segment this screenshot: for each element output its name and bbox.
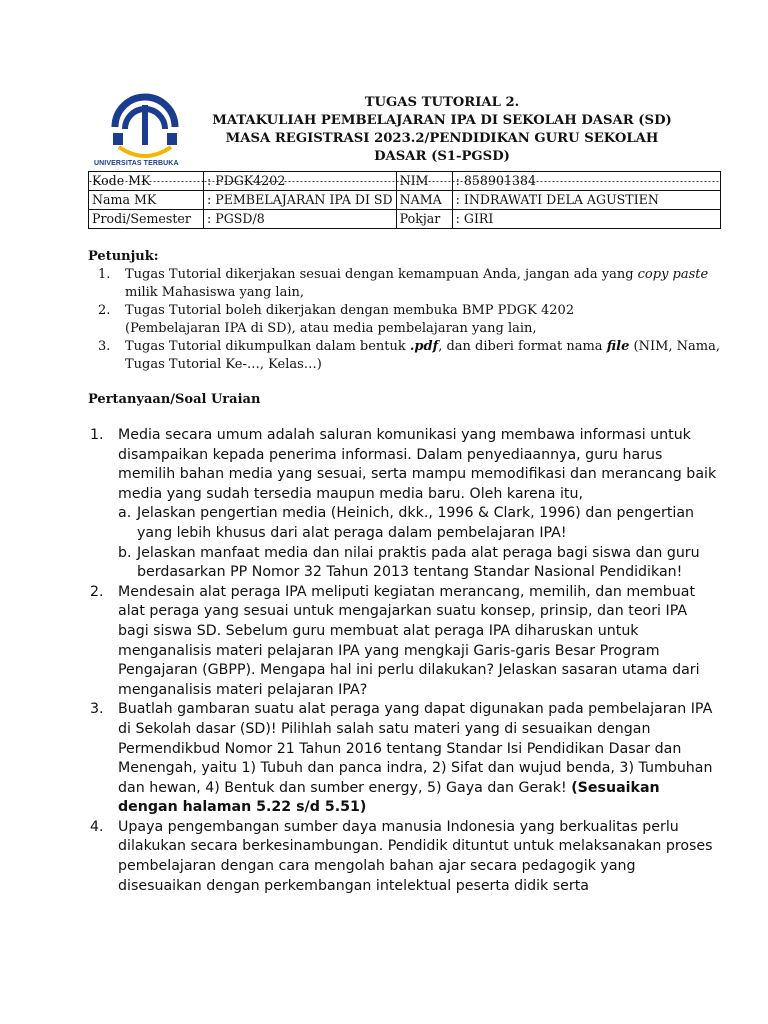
label-cell: NAMA bbox=[396, 191, 452, 210]
sub-question-letter: b. bbox=[118, 544, 132, 561]
question-number: 3. bbox=[90, 701, 104, 718]
question-2 bbox=[88, 583, 718, 701]
item-text: Tugas Tutorial dikumpulkan dalam bentuk bbox=[125, 339, 410, 354]
value-cell: : INDRAWATI DELA AGUSTIEN bbox=[452, 191, 720, 210]
question-number: 2. bbox=[90, 583, 104, 600]
item-number: 3. bbox=[98, 339, 111, 354]
sub-question-a bbox=[118, 504, 718, 543]
instructions-list bbox=[88, 266, 728, 374]
question-3 bbox=[88, 700, 718, 818]
info-table bbox=[88, 171, 721, 229]
list-item bbox=[88, 302, 728, 338]
logo-yellow-arc bbox=[119, 147, 171, 156]
logo-right-bar bbox=[167, 133, 177, 145]
question-4 bbox=[88, 818, 718, 896]
value-cell: : GIRI bbox=[452, 210, 720, 229]
label-cell: Kode MK bbox=[89, 172, 204, 191]
logo-left-bar bbox=[113, 133, 123, 145]
question-text: Upaya pengembangan sumber daya manusia Indonesia yang berkualitas perlu dilakukan secara berkesinambungan. Pendidik dituntut untuk melaksanakan proses pembelajaran dengan cara mengolah bahan ajar secara pedagogik yang disesuaikan dengan perkembangan intelektual peserta didik serta bbox=[118, 818, 713, 894]
header-line-1: TUGAS TUTORIAL 2. bbox=[364, 95, 520, 110]
item-number: 1. bbox=[98, 267, 111, 282]
item-text: , dan diberi format nama bbox=[438, 339, 607, 354]
value-cell: : PEMBELAJARAN IPA DI SD bbox=[204, 191, 397, 210]
sub-question-b bbox=[118, 544, 718, 583]
item-text-line-2: (Pembelajaran IPA di SD), atau media pembelajaran yang lain, bbox=[125, 321, 537, 336]
question-text: Media secara umum adalah saluran komunikasi yang membawa informasi untuk disampaikan kepada penerima informasi. Dalam penyediaannya, guru harus memilih bahan media yang sesuai, serta mampu memodifikasi dan merancang baik media yang sudah tersedia maupun media baru. Oleh karena itu, bbox=[118, 427, 717, 502]
label-cell: Pokjar bbox=[396, 210, 452, 229]
item-text: (NIM, Nama, Tugas Tutorial Ke-…, Kelas…) bbox=[125, 339, 720, 372]
header-line-2: MATAKULIAH PEMBELAJARAN IPA DI SEKOLAH DASAR (SD) bbox=[212, 113, 672, 128]
question-text: Buatlah gambaran suatu alat peraga yang dapat digunakan pada pembelajaran IPA di Sekolah dasar (SD)! Pilihlah salah satu materi yang di sesuaikan dengan Permendikbud Nomor 21 Tahun 2016 tentang Standar Isi Pendidikan Dasar dan Menengah, yaitu 1) Tubuh dan panca indra, 2) Sifat dan wujud benda, 3) Tumbuhan dan hewan, 4) Bentuk dan sumber energy, 5) Gaya dan Gerak! bbox=[118, 701, 713, 796]
instructions bbox=[88, 248, 728, 374]
item-italic: copy paste bbox=[637, 267, 709, 282]
header-line-3: MASA REGISTRASI 2023.2/PENDIDIKAN GURU SEKOLAH bbox=[225, 131, 659, 146]
sub-question-text: Jelaskan pengertian media (Heinich, dkk., 1996 & Clark, 1996) dan pengertian yang lebih khusus dari alat peraga dalam pembelajaran IPA! bbox=[137, 505, 695, 541]
table-row bbox=[89, 172, 721, 191]
question-bold-note: (Sesuaikan dengan halaman 5.22 s/d 5.51) bbox=[118, 779, 660, 816]
sub-question-letter: a. bbox=[118, 505, 132, 522]
question-number: 4. bbox=[90, 818, 104, 835]
item-text: Tugas Tutorial dikerjakan sesuai dengan kemampuan Anda, jangan ada yang bbox=[125, 267, 638, 282]
item-text-line-1: Tugas Tutorial boleh dikerjakan dengan membuka BMP PDGK 4202 bbox=[125, 303, 575, 318]
section-title: Pertanyaan/Soal Uraian bbox=[88, 392, 261, 407]
item-bold-italic: .pdf bbox=[409, 339, 439, 354]
document-header bbox=[196, 94, 688, 166]
label-cell: Prodi/Semester bbox=[89, 210, 204, 229]
value-cell: : PGSD/8 bbox=[204, 210, 397, 229]
logo-stem bbox=[142, 105, 148, 145]
list-item bbox=[88, 266, 728, 302]
value-cell: : PDGK4202 bbox=[204, 172, 397, 191]
table-row bbox=[89, 191, 721, 210]
table-row bbox=[89, 210, 721, 229]
item-text: milik Mahasiswa yang lain, bbox=[125, 285, 304, 300]
item-number: 2. bbox=[98, 303, 111, 318]
item-bold-italic: file bbox=[606, 339, 630, 354]
sub-question-text: Jelaskan manfaat media dan nilai praktis pada alat peraga bagi siswa dan guru berdasarkan PP Nomor 32 Tahun 2013 tentang Standar Nasional Pendidikan! bbox=[137, 544, 700, 581]
header-line-4: DASAR (S1-PGSD) bbox=[374, 149, 510, 164]
label-cell: Nama MK bbox=[89, 191, 204, 210]
instructions-title: Petunjuk: bbox=[88, 249, 159, 264]
question-text: Mendesain alat peraga IPA meliputi kegiatan merancang, memilih, dan membuat alat peraga yang sesuai untuk mengajarkan suatu konsep, prinsip, dan teori IPA bagi siswa SD. Sebelum guru membuat alat peraga IPA diharuskan untuk menganalisis materi pelajaran IPA yang mengkaji Garis-garis Besar Program Pengajaran (GBPP). Mengapa hal ini perlu dilakukan? Jelaskan sasaran utama dari menganalisis materi pelajaran IPA? bbox=[118, 583, 700, 698]
list-item bbox=[88, 338, 728, 374]
value-cell: : 858901384 bbox=[452, 172, 720, 191]
question-1 bbox=[88, 426, 718, 583]
logo-text: UNIVERSITAS TERBUKA bbox=[94, 160, 179, 167]
questions-list bbox=[88, 426, 718, 896]
question-number: 1. bbox=[90, 427, 104, 443]
label-cell: NIM bbox=[396, 172, 452, 191]
